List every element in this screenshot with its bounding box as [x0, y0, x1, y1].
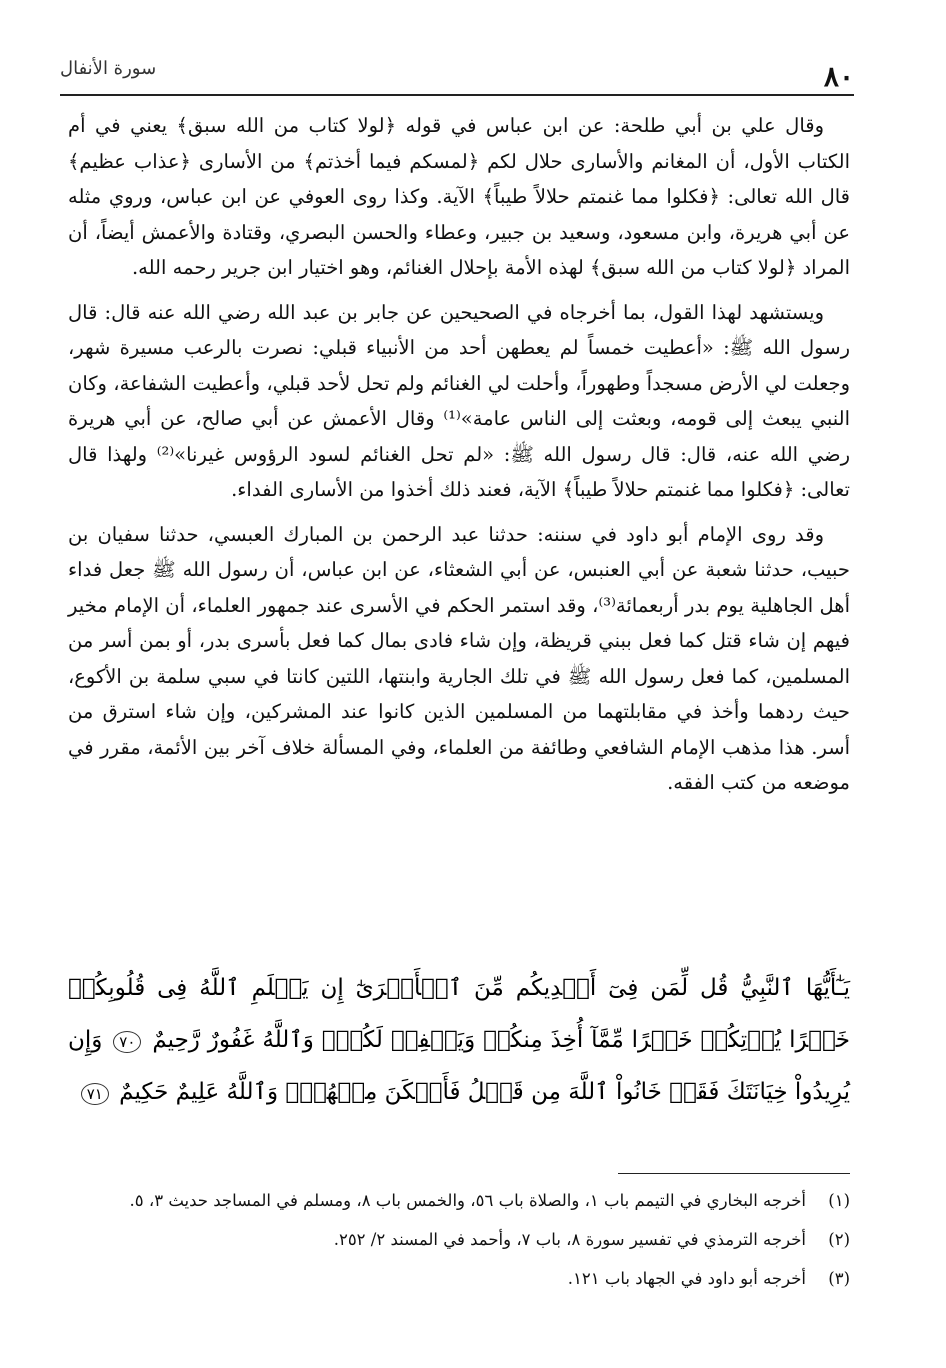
footnote-number: (٣)	[828, 1269, 850, 1288]
footnote-text: أخرجه الترمذي في تفسير سورة ٨، باب ٧، وأحمد في المسند ٢/ ٢٥٢.	[333, 1230, 806, 1249]
paragraph: وقال علي بن أبي طلحة: عن ابن عباس في قوله ﴿لولا كتاب من الله سبق﴾ يعني في أم الكتاب الأول، أن المغانم والأسارى حلال لكم ﴿لمسكم فيما أخذتم﴾ من الأسارى ﴿عذاب عظيم﴾ قال الله تعالى: ﴿فكلوا مما غنمتم حلالاً طيباً﴾ الآية. وكذا روى العوفي عن ابن عباس، وروي مثله عن أبي هريرة، وابن مسعود، وسعيد بن جبير، وعطاء والحسن البصري، وقتادة والأعمش أيضاً، أن المراد ﴿لولا كتاب من الله سبق﴾ لهذه الأمة بإحلال الغنائم، وهو اختيار ابن جرير رحمه الله.	[68, 114, 850, 279]
footnote-text: أخرجه البخاري في التيمم باب ١، والصلاة باب ٥٦، والخمس باب ٨، ومسلم في المساجد حديث ٣، ٥.	[129, 1191, 806, 1210]
verse-number-71: ٧١	[81, 1083, 109, 1105]
footnote-number: (١)	[828, 1191, 850, 1210]
footnote	[60, 1186, 850, 1215]
running-title: سورة الأنفال	[60, 58, 157, 79]
paragraph: وقد روى الإمام أبو داود في سننه: حدثنا عبد الرحمن بن المبارك العبسي، حدثنا سفيان بن حبيب، حدثنا شعبة عن أبي العنبس، عن أبي الشعثاء، عن ابن عباس، أن رسول الله ﷺ جعل فداء أهل الجاهلية يوم بدر أربعمائة⁽³⁾، وقد استمر الحكم في الأسرى عند جمهور العلماء، أن الإمام مخير فيهم إن شاء قتل كما فعل ببني قريظة، وإن شاء فادى بمال كما فعل بأسرى بدر، أو بمن أسر من المسلمين، كما فعل رسول الله ﷺ في تلك الجارية وابنتها، اللتين كانتا في سبي سلمة بن الأكوع، حيث ردهما وأخذ في مقابلتهما من المسلمين الذين كانوا عند المشركين، وإن شاء استرق من أسر. هذا مذهب الإمام الشافعي وطائفة من العلماء، وفي المسألة خلاف آخر بين الأئمة، مقرر في موضعه من كتب الفقه.	[68, 522, 851, 794]
paragraph: ويستشهد لهذا القول، بما أخرجاه في الصحيحين عن جابر بن عبد الله رضي الله عنه قال: قال رسول الله ﷺ: «أعطيت خمساً لم يعطهن أحد من الأنبياء قبلي: نصرت بالرعب مسيرة شهر، وجعلت لي الأرض مسجداً وطهوراً، وأحلت لي الغنائم ولم تحل لأحد قبلي، وأعطيت الشفاعة، وكان النبي يبعث إلى قومه، وبعثت إلى الناس عامة»⁽¹⁾ وقال الأعمش عن أبي صالح، عن أبي هريرة رضي الله عنه، قال: قال رسول الله ﷺ: «لم تحل الغنائم لسود الرؤوس غيرنا»⁽²⁾ ولهذا قال تعالى: ﴿فكلوا مما غنمتم حلالاً طيباً﴾ الآية، فعند ذلك أخذوا من الأسارى الفداء.	[68, 300, 850, 501]
verse-number-70: ٧٠	[113, 1031, 141, 1053]
quran-verses	[68, 962, 850, 1118]
footnotes	[60, 1186, 850, 1303]
verse-71: وَإِن يُرِيدُواْ خِيَانَتَكَ فَقَدۡ خَانُواْ ٱللَّهَ مِن قَبۡلُ فَأَمۡكَنَ مِنۡهُمۡۗ وَٱللَّهُ عَلِيمٌ حَكِيمٌ	[68, 1027, 850, 1105]
footnote	[60, 1225, 850, 1254]
footnote	[60, 1264, 850, 1293]
footnote-divider	[618, 1173, 850, 1174]
footnote-number: (٢)	[828, 1230, 850, 1249]
verse-70: يَـٰٓأَيُّهَا ٱلنَّبِيُّ قُل لِّمَن فِىٓ أَيۡدِيكُم مِّنَ ٱلۡأَسۡرَىٰٓ إِن يَعۡلَمِ ٱللَّهُ فِى قُلُوبِكُمۡ خَيۡرًا يُؤۡتِكُمۡ خَيۡرًا مِّمَّآ أُخِذَ مِنكُمۡ وَيَغۡفِرۡ لَكُمۡۗ وَٱللَّهُ غَفُورٌ رَّحِيمٌ	[68, 975, 850, 1053]
commentary-text	[68, 108, 850, 810]
page-number: ٨٠	[823, 60, 854, 93]
footnote-text: أخرجه أبو داود في الجهاد باب ١٢١.	[567, 1269, 806, 1288]
page-header	[60, 52, 854, 96]
